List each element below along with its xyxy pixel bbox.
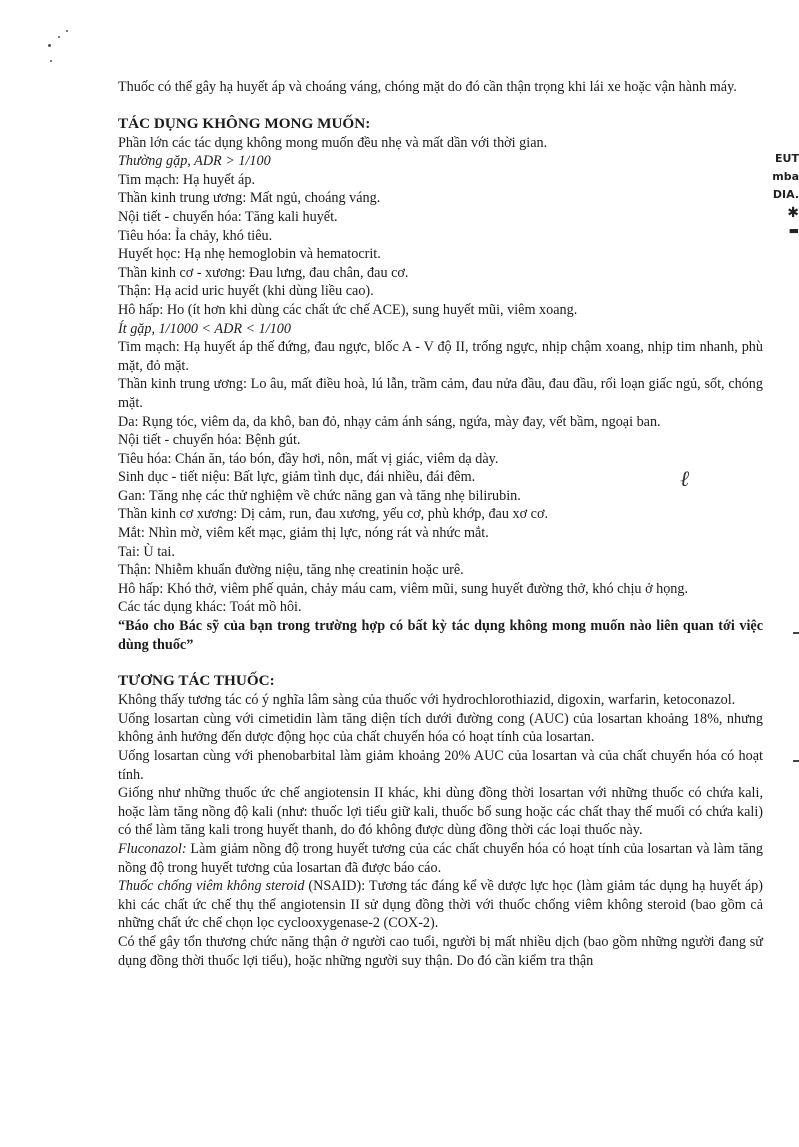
interaction-paragraph: Giống như những thuốc ức chế angiotensin II khác, khi dùng đồng thời losartan với những thuốc có chứa kali, hoặc làm tăng nồng độ kali (như: thuốc lợi tiểu giữ kali, thuốc bổ sung hoặc các chất thay thế muối có chứa kali) có thể làm tăng kali trong huyết thanh, do đó không được dùng đồng thời các loại thuốc này.: [118, 785, 763, 839]
intro-paragraph: Thuốc có thể gây hạ huyết áp và choáng váng, chóng mặt do đó cần thận trọng khi lái xe hoặc vận hành máy.: [118, 79, 737, 95]
interaction-paragraph: Không thấy tương tác có ý nghĩa lâm sàng của thuốc với hydrochlorothiazid, digoxin, warfarin, ketoconazol.: [118, 692, 736, 709]
rare-item: Mắt: Nhìn mờ, viêm kết mạc, giảm thị lực, nóng rát và nhức mắt.: [118, 525, 489, 542]
rare-item: Tiêu hóa: Chán ăn, táo bón, đầy hơi, nôn, mất vị giác, viêm dạ dày.: [118, 450, 499, 467]
common-item: Nội tiết - chuyển hóa: Tăng kali huyết.: [118, 208, 338, 225]
common-item: Hô hấp: Ho (ít hơn khi dùng các chất ức chế ACE), sung huyết mũi, viêm xoang.: [118, 301, 578, 318]
stamp-star: ✱: [787, 205, 799, 221]
common-item: Thần kinh trung ương: Mất ngủ, choáng váng.: [118, 190, 381, 207]
scan-speck: [50, 60, 52, 62]
stamp-dash: ▬: [788, 224, 799, 237]
handwritten-initial: ℓ: [680, 467, 690, 492]
common-item: Huyết học: Hạ nhẹ hemoglobin và hematocrit.: [118, 246, 381, 263]
adverse-effects-heading: TÁC DỤNG KHÔNG MONG MUỐN:: [118, 114, 371, 132]
interaction-paragraph: [118, 877, 763, 933]
stamp-line: DIA.: [772, 188, 799, 201]
report-notice: “Báo cho Bác sỹ của bạn trong trường hợp có bất kỳ tác dụng không mong muốn nào liên quan tới việc dùng thuốc”: [118, 618, 763, 653]
rare-item: Thần kinh cơ xương: Dị cảm, run, đau xương, yếu cơ, phù khớp, đau xơ cơ.: [118, 506, 548, 523]
rare-item: Thận: Nhiễm khuẩn đường niệu, tăng nhẹ creatinin hoặc urê.: [118, 562, 464, 579]
rare-item: Các tác dụng khác: Toát mồ hôi.: [118, 599, 302, 616]
scan-speck: [48, 44, 51, 47]
stamp-line: mba: [772, 170, 799, 183]
nsaid-label: Thuốc chống viêm không steroid: [118, 878, 305, 895]
scan-speck: [66, 30, 68, 32]
rare-item: Tim mạch: Hạ huyết áp thế đứng, đau ngực, blốc A - V độ II, trống ngực, nhịp chậm xoang, nhịp tim nhanh, phù mặt, đỏ mặt.: [118, 339, 763, 374]
common-item: Thận: Hạ acid uric huyết (khi dùng liều cao).: [118, 283, 374, 300]
interaction-paragraph: [118, 840, 763, 877]
rare-item: Hô hấp: Khó thở, viêm phế quản, chảy máu cam, viêm mũi, sung huyết đường thở, khó chịu ở họng.: [118, 580, 689, 597]
edge-mark: [793, 632, 799, 634]
adverse-lead: Phần lớn các tác dụng không mong muốn đều nhẹ và mất dần với thời gian.: [118, 134, 548, 151]
adverse-effects-section: [118, 114, 763, 655]
interactions-section: [118, 671, 763, 970]
rare-item: Thần kinh trung ương: Lo âu, mất điều hoà, lú lẫn, trầm cảm, đau nửa đầu, đau đầu, rối loạn giấc ngủ, sốt, chóng mặt.: [118, 376, 763, 411]
interactions-heading: TƯƠNG TÁC THUỐC:: [118, 672, 275, 690]
rare-item: Da: Rụng tóc, viêm da, da khô, ban đỏ, nhạy cảm ánh sáng, ngứa, mày đay, vết bầm, ngoại ban.: [118, 413, 661, 430]
rare-item: Gan: Tăng nhẹ các thử nghiệm về chức năng gan và tăng nhẹ bilirubin.: [118, 487, 521, 504]
nsaid-text: (NSAID): Tương tác đáng kể về dược lực học (làm giảm tác dụng hạ huyết áp) khi các chất ức chế thụ thể angiotensin II sử dụng đồng thời với thuốc chống viêm không steroid (bao gồm cả những chất ức chế chọn lọc cyclooxygenase-2 (COX-2).: [118, 878, 763, 932]
common-label: Thường gặp, ADR > 1/100: [118, 153, 271, 170]
stamp-line: EUT: [775, 152, 799, 165]
interaction-paragraph: Uống losartan cùng với cimetidin làm tăng diện tích dưới đường cong (AUC) của losartan khoảng 18%, nhưng không ảnh hưởng đến dược động học của chất chuyển hóa có hoạt tính của losartan.: [118, 710, 763, 746]
fluconazol-label: Fluconazol:: [118, 840, 187, 857]
interaction-paragraph: Có thể gây tổn thương chức năng thận ở người cao tuổi, người bị mất nhiều dịch (bao gồm những người đang sử dụng đồng thời thuốc lợi tiểu), hoặc những người suy thận. Do đó cần kiểm tra thận: [118, 933, 763, 969]
common-item: Thần kinh cơ - xương: Đau lưng, đau chân, đau cơ.: [118, 264, 409, 281]
common-item: Tiêu hóa: Ỉa chảy, khó tiêu.: [118, 227, 273, 244]
rare-item: Sinh dục - tiết niệu: Bất lực, giảm tình dục, đái nhiều, đái đêm.: [118, 469, 476, 486]
common-item: Tim mạch: Hạ huyết áp.: [118, 171, 255, 188]
fluconazol-text: Làm giảm nồng độ trong huyết tương của các chất chuyển hóa có hoạt tính của losartan và làm tăng nồng độ trong huyết tương của losartan đã được báo cáo.: [118, 840, 763, 876]
scan-speck: [58, 36, 60, 38]
rare-label: Ít gặp, 1/1000 < ADR < 1/100: [118, 320, 291, 337]
document-body: [118, 78, 763, 970]
rare-item: Nội tiết - chuyển hóa: Bệnh gút.: [118, 432, 301, 449]
edge-mark: [793, 760, 799, 762]
rare-item: Tai: Ù tai.: [118, 543, 175, 560]
interaction-paragraph: Uống losartan cùng với phenobarbital làm giảm khoảng 20% AUC của losartan và của chất chuyển hóa có hoạt tính.: [118, 748, 763, 783]
